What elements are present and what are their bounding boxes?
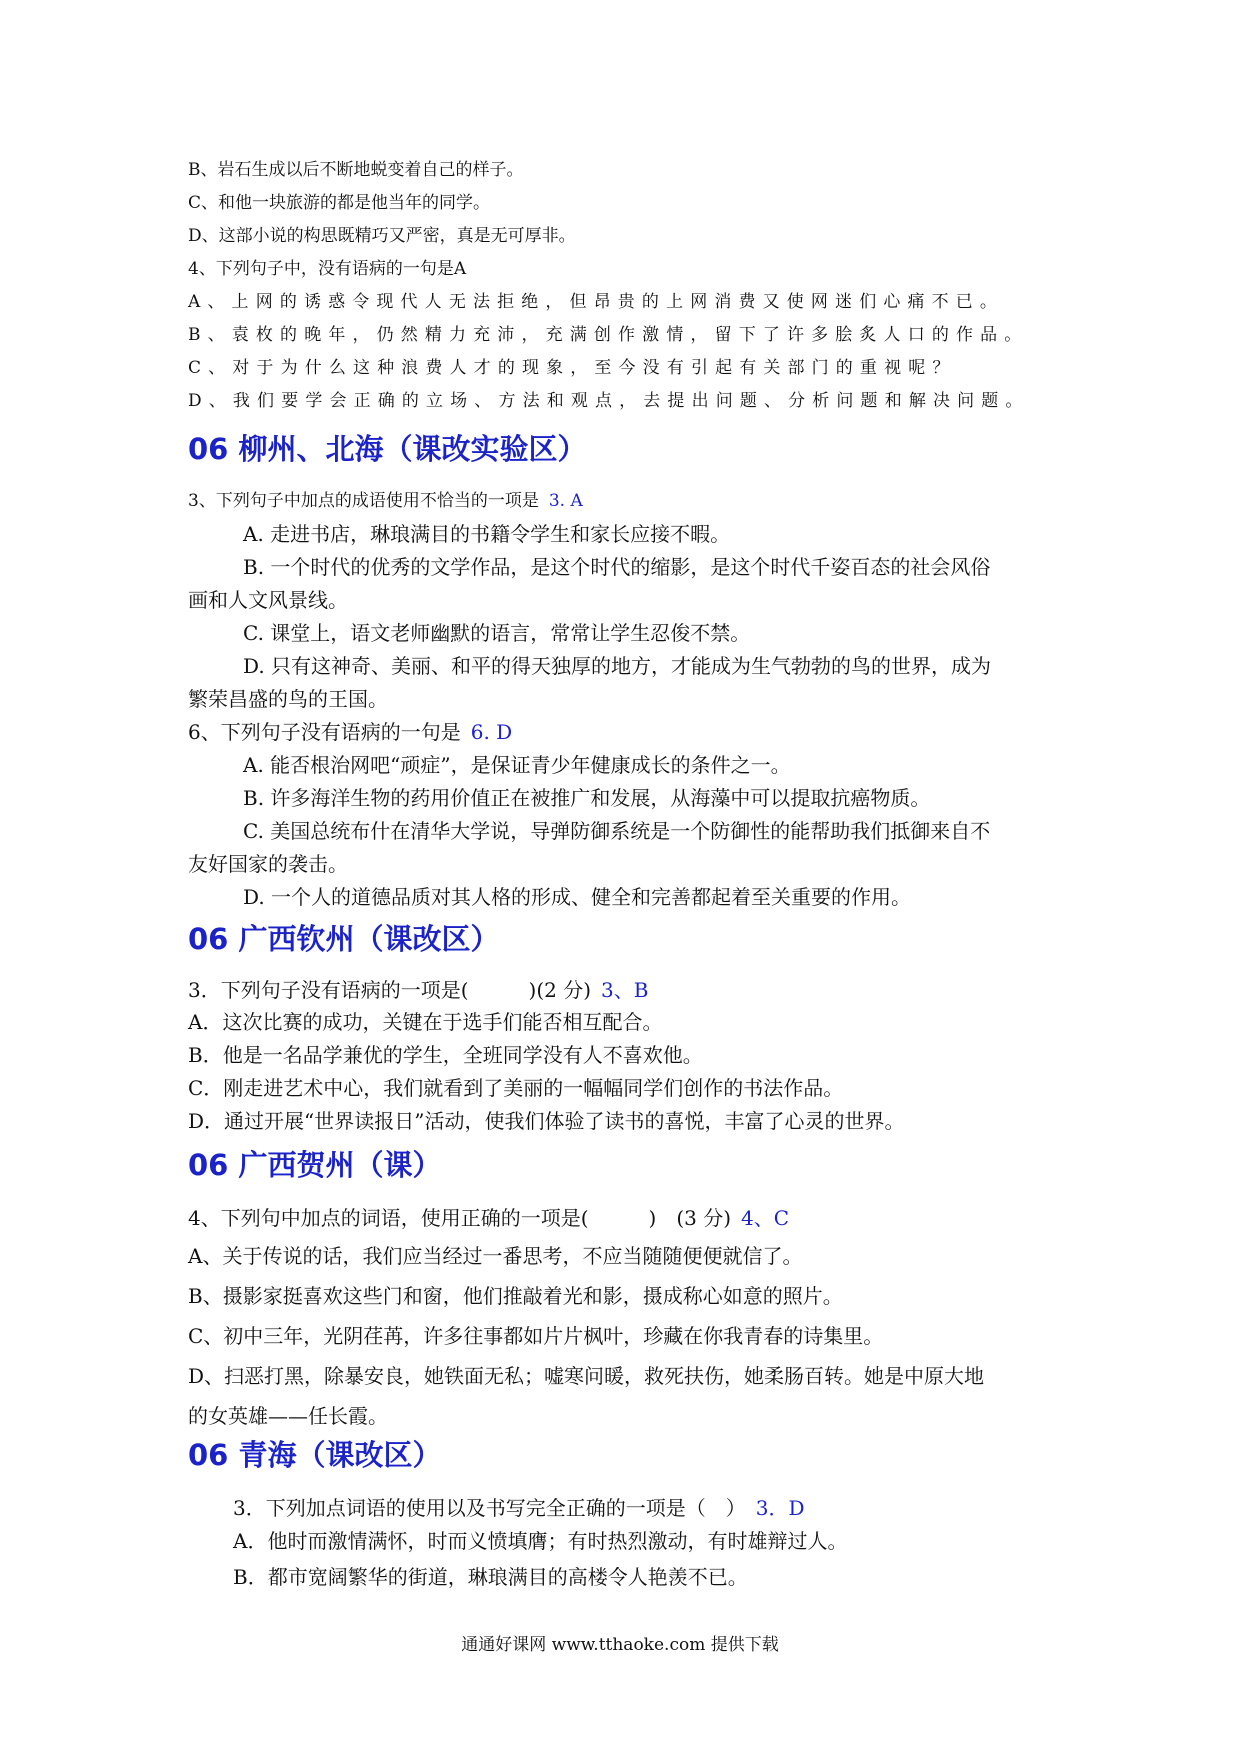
question-text: 3、下列句子中加点的成语使用不恰当的一项是 — [188, 491, 539, 511]
question-6-option-d: D. 一个人的道德品质对其人格的形成、健全和完善都起着至关重要的作用。 — [243, 885, 912, 909]
question-4-option-c: C、对于为什么这种浪费人才的现象，至今没有引起有关部门的重视呢？ — [188, 358, 957, 378]
option-b-text: B、岩石生成以后不断地蜕变着自己的样子。 — [188, 160, 524, 180]
section-heading-qinghai: 06 青海（课改区） — [188, 1438, 442, 1472]
option-d-text-line2: 的女英雄——任长霞。 — [188, 1404, 388, 1428]
question-4-option-b: B、袁枚的晚年，仍然精力充沛，充满创作激情，留下了许多脍炙人口的作品。 — [188, 325, 1029, 345]
question-3-option-a: A. 走进书店，琳琅满目的书籍令学生和家长应接不暇。 — [243, 522, 731, 546]
answer-label: 4、C — [741, 1206, 790, 1230]
section-heading-qinzhou: 06 广西钦州（课改区） — [188, 922, 500, 956]
question-4-stem — [188, 1206, 1060, 1230]
option-a-text: A、关于传说的话，我们应当经过一番思考，不应当随随便便就信了。 — [188, 1244, 803, 1268]
question-4-option-a: A、上网的诱惑令现代人无法拒绝，但昂贵的上网消费又使网迷们心痛不已。 — [188, 292, 1005, 312]
option-d-text-line1: D、扫恶打黑，除暴安良，她铁面无私；嘘寒问暖，救死扶伤，她柔肠百转。她是中原大地 — [188, 1364, 985, 1388]
question-3-stem — [233, 1496, 1060, 1520]
answer-label: 3、B — [601, 978, 649, 1002]
option-c-text: C．刚走进艺术中心，我们就看到了美丽的一幅幅同学们创作的书法作品。 — [188, 1076, 844, 1100]
question-text: 6、下列句子没有语病的一句是 — [188, 720, 461, 744]
question-3-stem — [188, 978, 1060, 1002]
question-4-option-d: D、我们要学会正确的立场、方法和观点，去提出问题、分析问题和解决问题。 — [188, 391, 1030, 411]
question-3-option-d-line1: D. 只有这神奇、美丽、和平的得天独厚的地方，才能成为生气勃勃的鸟的世界，成为 — [243, 654, 992, 678]
question-6-option-a: A. 能否根治网吧“顽症”，是保证青少年健康成长的条件之一。 — [243, 753, 791, 777]
question-4-stem: 4、下列句子中，没有语病的一句是A — [188, 259, 467, 279]
question-6-option-c-line2: 友好国家的袭击。 — [188, 852, 348, 876]
option-b-text: B、摄影家挺喜欢这些门和窗，他们推敲着光和影，摄成称心如意的照片。 — [188, 1284, 843, 1308]
question-6-option-c-line1: C. 美国总统布什在清华大学说，导弹防御系统是一个防御性的能帮助我们抵御来自不 — [243, 819, 991, 843]
option-a-text: A．这次比赛的成功，关键在于选手们能否相互配合。 — [188, 1010, 663, 1034]
answer-label: 3. A — [548, 491, 583, 511]
question-text: 3．下列句子没有语病的一项是( )(2 分) — [188, 978, 592, 1002]
option-d-text: D．通过开展“世界读报日”活动，使我们体验了读书的喜悦，丰富了心灵的世界。 — [188, 1109, 905, 1133]
question-3-option-d-line2: 繁荣昌盛的鸟的王国。 — [188, 687, 388, 711]
option-a-text: A．他时而激情满怀，时而义愤填膺；有时热烈激动，有时雄辩过人。 — [233, 1529, 848, 1553]
option-c-text: C、初中三年，光阴荏苒，许多往事都如片片枫叶，珍藏在你我青春的诗集里。 — [188, 1324, 884, 1348]
option-c-text: C、和他一块旅游的都是他当年的同学。 — [188, 193, 491, 213]
question-3-option-c: C. 课堂上，语文老师幽默的语言，常常让学生忍俊不禁。 — [243, 621, 751, 645]
option-b-text: B．都市宽阔繁华的街道，琳琅满目的高楼令人艳羡不已。 — [233, 1565, 748, 1589]
section-heading-hezhou: 06 广西贺州（课） — [188, 1148, 442, 1182]
page-footer: 通通好课网 www.tthaoke.com 提供下载 — [461, 1635, 779, 1655]
question-6-stem — [188, 720, 1060, 744]
question-text: 3．下列加点词语的使用以及书写完全正确的一项是（ ） — [233, 1496, 746, 1520]
answer-label: 6. D — [470, 720, 513, 744]
question-3-option-b-line1: B. 一个时代的优秀的文学作品，是这个时代的缩影，是这个时代千姿百态的社会风俗 — [243, 555, 991, 579]
option-d-text: D、这部小说的构思既精巧又严密，真是无可厚非。 — [188, 226, 576, 246]
question-3-stem — [188, 491, 1060, 511]
question-3-option-b-line2: 画和人文风景线。 — [188, 588, 348, 612]
question-6-option-b: B. 许多海洋生物的药用价值正在被推广和发展，从海藻中可以提取抗癌物质。 — [243, 786, 931, 810]
question-text: 4、下列句中加点的词语，使用正确的一项是( ) (3 分) — [188, 1206, 732, 1230]
section-heading-liuzhou: 06 柳州、北海（课改实验区） — [188, 432, 587, 466]
option-b-text: B．他是一名品学兼优的学生，全班同学没有人不喜欢他。 — [188, 1043, 703, 1067]
answer-label: 3．D — [755, 1496, 805, 1520]
